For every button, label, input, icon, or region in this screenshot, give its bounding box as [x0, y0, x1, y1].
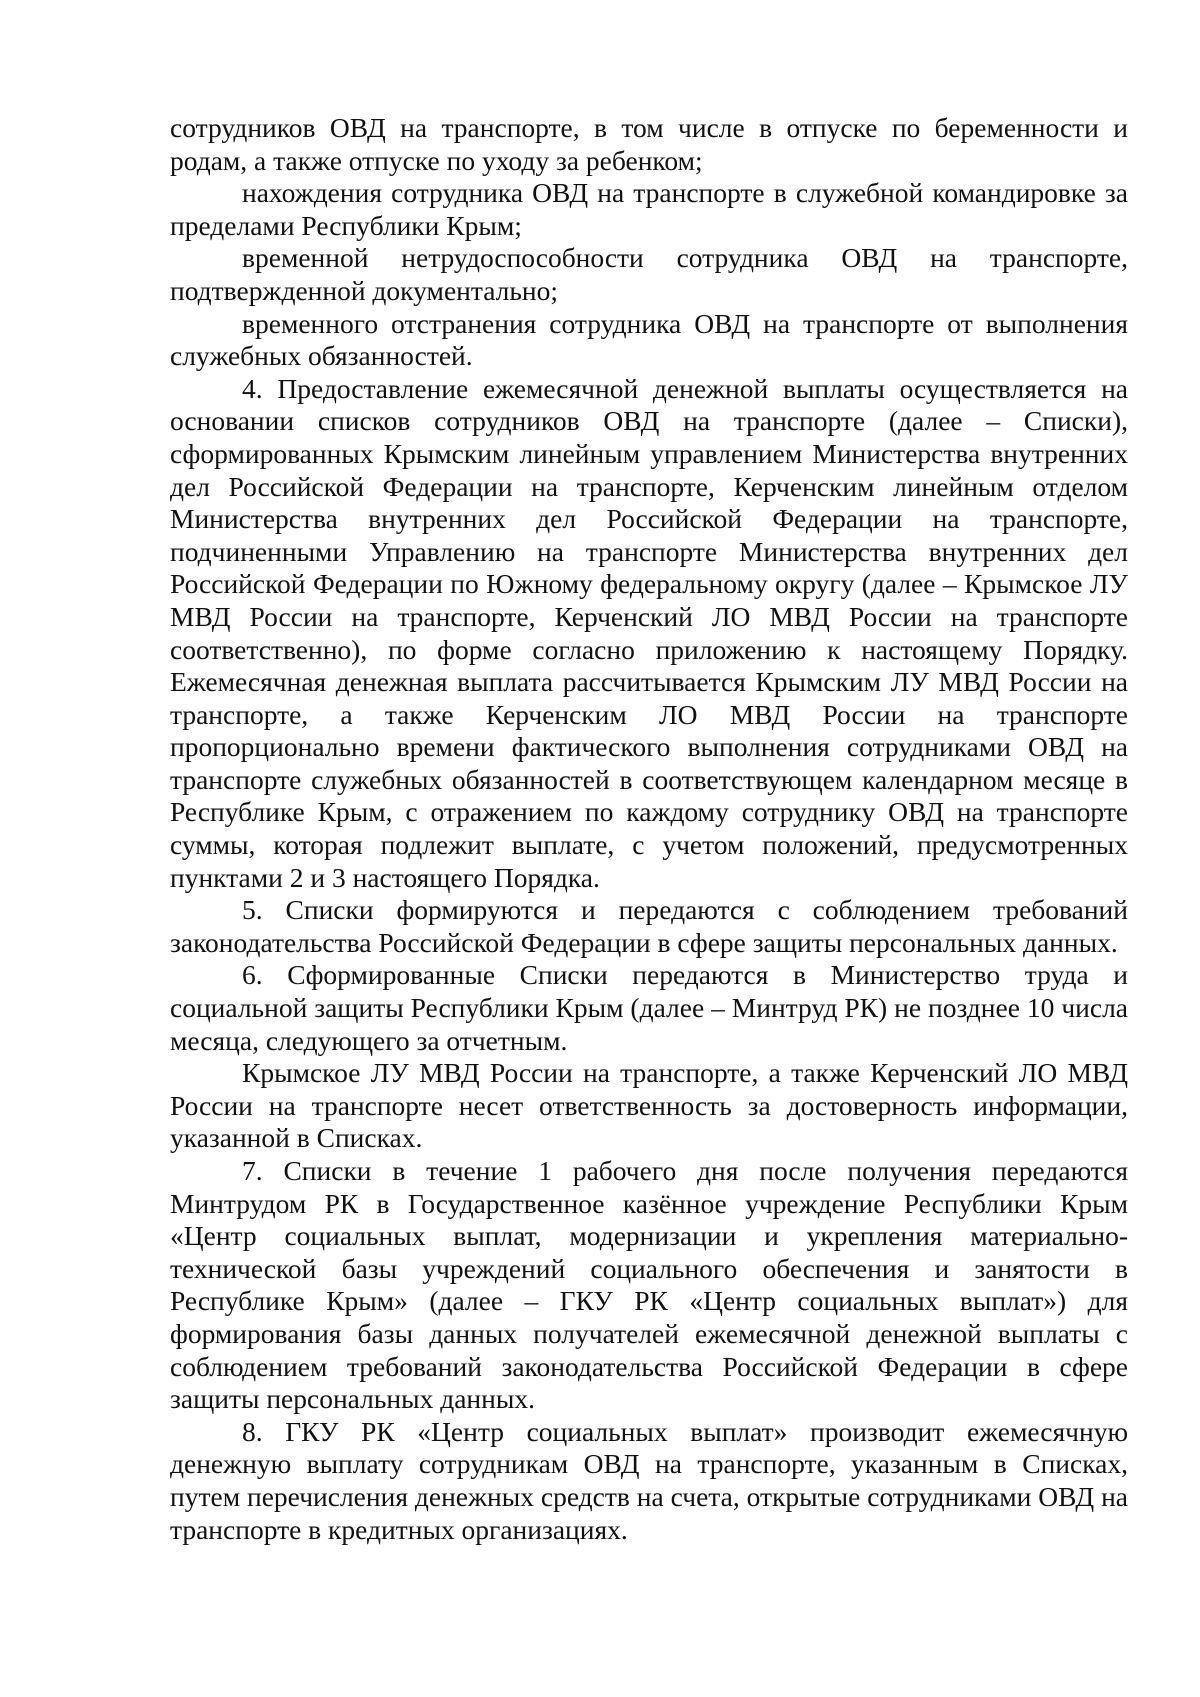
paragraph-item-5: 5. Списки формируются и передаются с соблюдением требований законодательства Российской Федерации в сфере защиты персональных данных.: [170, 894, 1128, 958]
paragraph-item-4: 4. Предоставление ежемесячной денежной выплаты осуществляется на основании списков сотрудников ОВД на транспорте (далее – Списки), сформированных Крымским линейным управлением Министерства внутренних дел Российской Федерации на транспорте, Керченским линейным отделом Министерства внутренних дел Российской Федерации на транспорте, подчиненными Управлению на транспорте Министерства внутренних дел Российской Федерации по Южному федеральному округу (далее – Крымское ЛУ МВД России на транспорте, Керченский ЛО МВД России на транспорте соответственно), по форме согласно приложению к настоящему Порядку. Ежемесячная денежная выплата рассчитывается Крымским ЛУ МВД России на транспорте, а также Керченским ЛО МВД России на транспорте пропорционально времени фактического выполнения сотрудниками ОВД на транспорте служебных обязанностей в соответствующем календарном месяце в Республике Крым, с отражением по каждому сотруднику ОВД на транспорте суммы, которая подлежит выплате, с учетом положений, предусмотренных пунктами 2 и 3 настоящего Порядка.: [170, 372, 1128, 893]
paragraph-continuation: сотрудников ОВД на транспорте, в том числе в отпуске по беременности и родам, а также отпуске по уходу за ребенком;: [170, 112, 1128, 176]
paragraph-responsibility: Крымское ЛУ МВД России на транспорте, а также Керченский ЛО МВД России на транспорте несет ответственность за достоверность информации, указанной в Списках.: [170, 1057, 1128, 1154]
document-body: [170, 112, 1128, 1546]
paragraph-business-trip: нахождения сотрудника ОВД на транспорте в служебной командировке за пределами Республики Крым;: [170, 177, 1128, 241]
paragraph-temporary-disability: временной нетрудоспособности сотрудника ОВД на транспорте, подтвержденной документально;: [170, 242, 1128, 306]
paragraph-item-7: 7. Списки в течение 1 рабочего дня после получения передаются Минтрудом РК в Государственное казённое учреждение Республики Крым «Центр социальных выплат, модернизации и укрепления материально-технической базы учреждений социального обеспечения и занятости в Республике Крым» (далее – ГКУ РК «Центр социальных выплат») для формирования базы данных получателей ежемесячной денежной выплаты с соблюдением требований законодательства Российской Федерации в сфере защиты персональных данных.: [170, 1155, 1128, 1415]
paragraph-item-6: 6. Сформированные Списки передаются в Министерство труда и социальной защиты Республики Крым (далее – Минтруд РК) не позднее 10 числа месяца, следующего за отчетным.: [170, 959, 1128, 1056]
paragraph-item-8: 8. ГКУ РК «Центр социальных выплат» производит ежемесячную денежную выплату сотрудникам ОВД на транспорте, указанным в Списках, путем перечисления денежных средств на счета, открытые сотрудниками ОВД на транспорте в кредитных организациях.: [170, 1415, 1128, 1545]
paragraph-temporary-suspension: временного отстранения сотрудника ОВД на транспорте от выполнения служебных обязанностей.: [170, 307, 1128, 372]
